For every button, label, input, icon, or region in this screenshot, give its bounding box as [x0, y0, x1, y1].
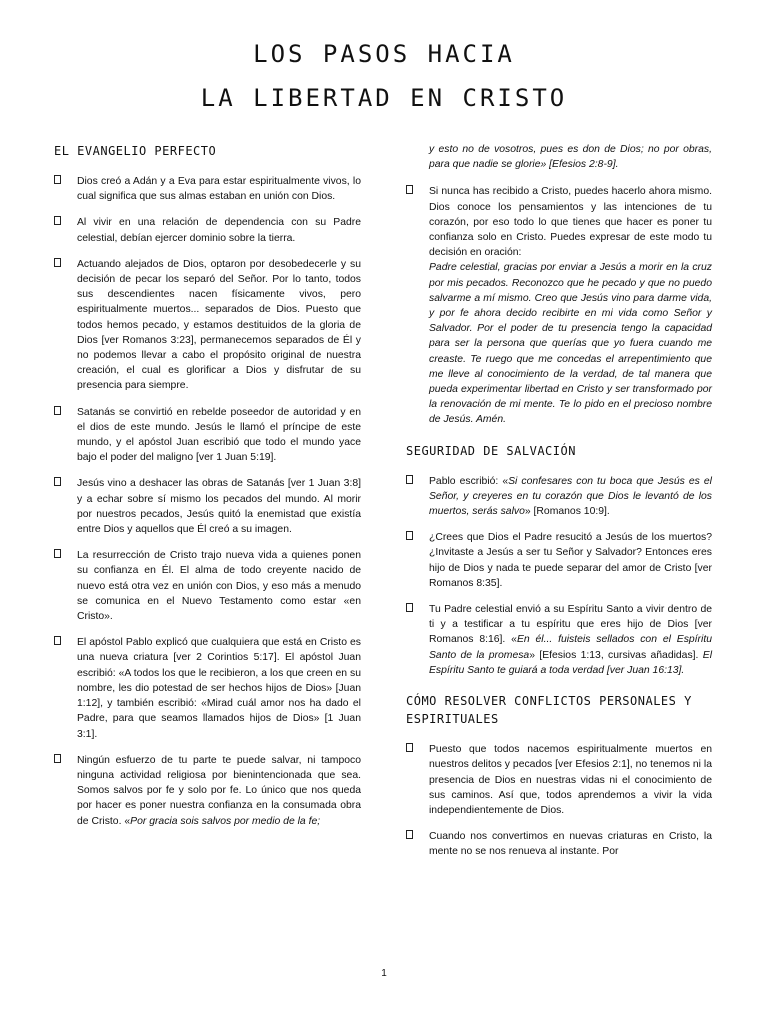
checkbox-bullet-icon	[54, 258, 61, 267]
right-column	[406, 142, 712, 871]
list-item	[406, 602, 712, 678]
checkbox-bullet-icon	[406, 475, 413, 484]
list-item	[54, 635, 361, 741]
list-item	[54, 405, 361, 466]
page-title-line-1: LOS PASOS HACIA	[253, 40, 515, 68]
list-item	[54, 753, 361, 829]
page-title-line-2: LA LIBERTAD EN CRISTO	[200, 84, 568, 112]
page-number: 1	[381, 968, 387, 979]
checkbox-bullet-icon	[54, 406, 61, 415]
checkbox-bullet-icon	[54, 216, 61, 225]
right-item-list-a	[406, 184, 712, 427]
checkbox-bullet-icon	[54, 754, 61, 763]
list-item	[406, 474, 712, 520]
list-item-text: Cuando nos convertimos en nuevas criaturas en Cristo, la mente no se nos renueva al instante. Por	[429, 831, 712, 858]
left-column	[54, 142, 361, 840]
checkbox-bullet-icon	[406, 531, 413, 540]
list-item	[54, 174, 361, 204]
list-item	[54, 215, 361, 245]
checkbox-bullet-icon	[406, 185, 413, 194]
section-heading-conflictos: CÓMO RESOLVER CONFLICTOS PERSONALES Y ESPIRITUALES	[406, 694, 692, 727]
checkbox-bullet-icon	[54, 477, 61, 486]
list-item	[406, 829, 712, 859]
section-heading-seguridad: SEGURIDAD DE SALVACIÓN	[406, 443, 576, 458]
list-item-text: Dios creó a Adán y a Eva para estar espiritualmente vivos, lo cual significa que sus almas estaban en unión con Dios.	[77, 176, 361, 203]
list-item	[54, 257, 361, 394]
checkbox-bullet-icon	[406, 830, 413, 839]
list-item-text: ¿Crees que Dios el Padre resucitó a Jesús de los muertos? ¿Invitaste a Jesús a ser tu Señor y Salvador? Entonces eres hijo de Dios y nada te puede separar del amor de Cristo [ver Romanos 8:35].	[429, 532, 712, 589]
right-item-list-c	[406, 742, 712, 859]
list-item	[406, 530, 712, 591]
list-item-text: Ningún esfuerzo de tu parte te puede salvar, ni tampoco ninguna actividad religiosa por bienintencionada que sea. Somos salvos por fe y solo por fe. Lo único que nos queda por hacer es poner nuestra confianza en la consumada obra de Cristo. «Por gracia sois salvos por medio de la fe;	[77, 754, 361, 827]
checkbox-bullet-icon	[406, 743, 413, 752]
list-item-text: Puesto que todos nacemos espiritualmente muertos en nuestros delitos y pecados [ver Efesios 2:1], no tenemos ni la presencia de Dios en nuestras vidas ni el conocimiento de sus caminos. Así que, todos aprendemos a vivir la vida independientemente de Dios.	[429, 744, 712, 816]
checkbox-bullet-icon	[54, 175, 61, 184]
checkbox-bullet-icon	[406, 603, 413, 612]
checkbox-bullet-icon	[54, 549, 61, 558]
list-item-text: El apóstol Pablo explicó que cualquiera que está en Cristo es una nueva criatura [ver 2 Corintios 5:17]. El apóstol Juan escribió: «A todos los que le recibieron, a los que creen en su nombre, les dio potestad de ser hechos hijos de Dios» [Juan 1:12], y también escribió: «Mirad cuál amor nos ha dado el Padre, para que seamos llamados hijos de Dios» [1 Juan 3:1].	[77, 637, 361, 740]
list-item	[406, 184, 712, 427]
checkbox-bullet-icon	[54, 636, 61, 645]
list-item-text: La resurrección de Cristo trajo nueva vida a quienes ponen su confianza en Él. El alma de todo creyente nacido de nuevo está otra vez en unión con Dios, y eso más a menudo se comunica en el Nuevo Testamento como estar «en Cristo».	[77, 550, 361, 623]
list-item-text: Pablo escribió: «Si confesares con tu boca que Jesús es el Señor, y creyeres en tu corazón que Dios le levantó de los muertos, serás salvo» [Romanos 10:9].	[429, 475, 712, 518]
continuation-text: y esto no de vosotros, pues es don de Dios; no por obras, para que nadie se glorie» [Efesios 2:8-9].	[429, 144, 712, 171]
list-item	[54, 476, 361, 537]
left-item-list	[54, 174, 361, 829]
list-item-text: Si nunca has recibido a Cristo, puedes hacerlo ahora mismo. Dios conoce los pensamientos y las intenciones de tu corazón, por eso todo lo que tienes que hacer es poner tu confianza solo en Cristo. Puedes expresar de este modo tu decisión en oración: Padre celestial, gracias por enviar a Jesús a morir en la cruz por mis pecados. Reconozco que he pecado y que no puedo salvarme a mí mismo. Creo que Jesús vino para darme vida, y por fe ahora decido recibirte en mi vida como Señor y Salvador. Por el poder de tu presencia tengo la capacidad para ser la persona que querías que yo fuera cuando me creaste. Te ruego que me concedas el arrepentimiento que me lleve al conocimiento de la verdad, de tal manera que pueda experimentar libertad en Cristo y ser transformado por la renovación de mi mente. Te lo pido en el precioso nombre de Jesús. Amén.	[429, 186, 712, 426]
right-item-list-b	[406, 474, 712, 678]
list-item-text: Jesús vino a deshacer las obras de Satanás [ver 1 Juan 3:8] y a echar sobre sí mismo los pecados del mundo. Al morir por nuestros pecados, Jesús quitó la enemistad que existía entre Dios y aquellos que Él creó a su imagen.	[77, 478, 361, 536]
list-item-text: Al vivir en una relación de dependencia con su Padre celestial, debían ejercer dominio sobre la tierra.	[77, 217, 361, 244]
list-item-text: Tu Padre celestial envió a su Espíritu Santo a vivir dentro de ti y a testificar a tu espíritu que eres hijo de Dios [ver Romanos 8:16]. «En él... fuisteis sellados con el Espíritu Santo de la promesa» [Efesios 1:13, cursivas añadidas]. El Espíritu Santo te guiará a toda verdad [ver Juan 16:13].	[429, 604, 713, 676]
list-item-text: Satanás se convirtió en rebelde poseedor de autoridad y en el dios de este mundo. Jesús le llamó el príncipe de este mundo, y el apóstol Juan escribió que todo el mundo yace bajo el poder del maligno [ver 1 Juan 5:19].	[77, 406, 361, 464]
list-item	[406, 742, 712, 818]
list-item-text: Actuando alejados de Dios, optaron por desobedecerle y su decisión de pecar los separó del Señor. Por lo tanto, todos sus descendientes nacen físicamente vivos, pero espiritualmente muertos... separados de Dios. Puesto que todos hemos pecado, y estamos destituidos de la gloria de Dios [ver Romanos 3:23], permanecemos separados de Él y no podemos llevar a cabo el propósito original de nuestra creación, el cual es glorificar a Dios y disfrutar de su presencia para siempre.	[77, 258, 361, 392]
list-item	[54, 548, 361, 624]
section-heading-evangelio: EL EVANGELIO PERFECTO	[54, 144, 217, 158]
